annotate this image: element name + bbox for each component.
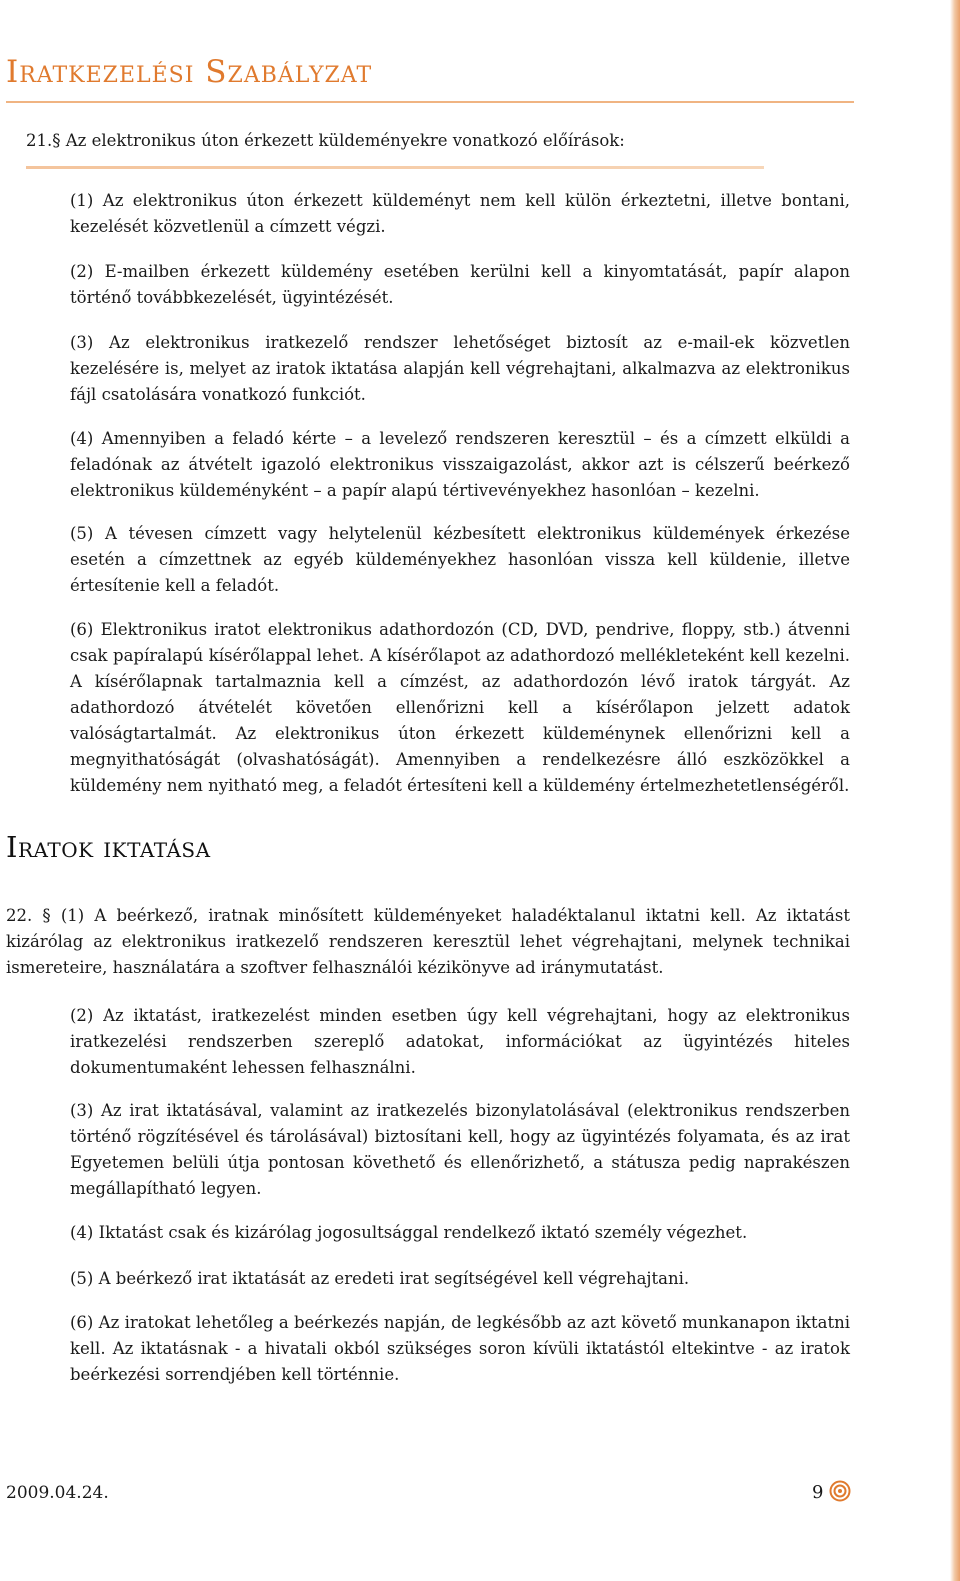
target-icon bbox=[829, 1480, 851, 1506]
page-edge-decoration bbox=[950, 0, 960, 1581]
document-title: Iratkezelési Szabályzat bbox=[6, 54, 373, 90]
section-21-paragraph-6: (6) Elektronikus iratot elektronikus adathordozón (CD, DVD, pendrive, floppy, stb.) átvenni csak papíralapú kísérőlappal lehet. A kísérőlapot az adathordozó mellékleteként kell kezelni. A kísérőlapnak tartalmaznia kell a címzést, az adathordozón lévő iratok tárgyát. Az adathordozó átvételét követően ellenőrizni kell a kísérőlapon jelzett adatok valóságtartalmát. Az elektronikus úton érkezett küldeménynek ellenőrizni kell a megnyithatóságát (olvashatóságát). Amennyiben a rendelkezésre álló eszközökkel a küldemény nem nyitható meg, a feladót értesíteni kell a küldemény értelmezhetetlenségéről. bbox=[70, 620, 850, 795]
section-21-paragraph-3: (3) Az elektronikus iratkezelő rendszer lehetőséget biztosít az e-mail-ek közvetlen kezelésére is, melyet az iratok iktatása alapján kell végrehajtani, alkalmazva az elektronikus fájl csatolására vonatkozó funkciót. bbox=[70, 333, 850, 404]
section-21-paragraph-5: (5) A tévesen címzett vagy helytelenül kézbesített elektronikus küldemények érkezése esetén a címzettnek az egyéb küldeményekhez hasonlóan vissza kell küldenie, illetve értesítenie kell a feladót. bbox=[70, 524, 850, 595]
section-21-paragraph-4: (4) Amennyiben a feladó kérte – a levelező rendszeren keresztül – és a címzett elküldi a feladónak az átvételt igazoló elektronikus visszaigazolást, akkor azt is célszerű beérkező elektronikus küldeményként – a papír alapú tértivevényekhez hasonlóan – kezelni. bbox=[70, 429, 850, 500]
section-21-paragraph-2: (2) E-mailben érkezett küldemény esetében kerülni kell a kinyomtatását, papír alapon történő továbbkezelését, ügyintézését. bbox=[70, 262, 850, 307]
section-21-underline bbox=[26, 166, 764, 169]
page-number: 9 bbox=[812, 1482, 824, 1503]
section-22-paragraph-6: (6) Az iratokat lehetőleg a beérkezés napján, de legkésőbb az azt követő munkanapon iktatni kell. Az iktatásnak - a hivatali okból szükséges soron kívüli iktatástól eltekintve - az iratok beérkezési sorrendjében kell történnie. bbox=[70, 1313, 850, 1384]
section-21-heading: 21.§ Az elektronikus úton érkezett küldeményekre vonatkozó előírások: bbox=[26, 131, 625, 150]
section-22-intro: 22. § (1) A beérkező, iratnak minősített küldeményeket haladéktalanul iktatni kell. Az iktatást kizárólag az elektronikus iratkezelő rendszeren keresztül lehet végrehajtani, melynek technikai ismereteire, használatára a szoftver felhasználói kézikönyve ad iránymutatást. bbox=[6, 906, 850, 977]
section-22-paragraph-3: (3) Az irat iktatásával, valamint az iratkezelés bizonylatolásával (elektronikus rendszerben történő rögzítésével és tárolásával) biztosítani kell, hogy az ügyintézés folyamata, és az irat Egyetemen belüli útja pontosan követhető és ellenőrizhető, a státusza pedig naprakészen megállapítható legyen. bbox=[70, 1101, 850, 1198]
section-22-paragraph-2: (2) Az iktatást, iratkezelést minden esetben úgy kell végrehajtani, hogy az elektronikus iratkezelési rendszerben szereplő adatokat, információkat az ügyintézés hiteles dokumentumaként lehessen felhasználni. bbox=[70, 1006, 850, 1077]
section-22-paragraph-5: (5) A beérkező irat iktatását az eredeti irat segítségével kell végrehajtani. bbox=[70, 1269, 690, 1288]
section-22-paragraph-4: (4) Iktatást csak és kizárólag jogosultsággal rendelkező iktató személy végezhet. bbox=[70, 1223, 748, 1242]
section-iktatas-heading: Iratok iktatása bbox=[6, 830, 211, 864]
footer-date: 2009.04.24. bbox=[6, 1483, 109, 1503]
title-underline bbox=[6, 101, 854, 103]
section-21-paragraph-1: (1) Az elektronikus úton érkezett küldeményt nem kell külön érkeztetni, illetve bontani, kezelését közvetlenül a címzett végzi. bbox=[70, 191, 850, 236]
